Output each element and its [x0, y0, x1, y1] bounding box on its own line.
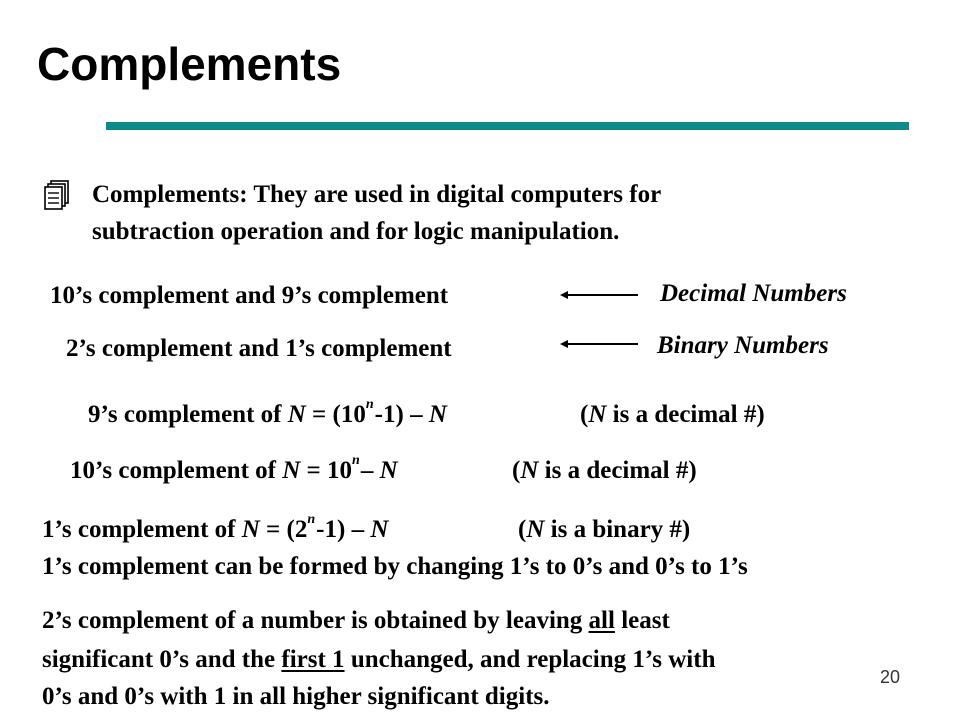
twos-complement-rule-line-3: 0’s and 0’s with 1 in all higher significant digits.: [42, 683, 550, 710]
twos-complement-rule-line-2: significant 0’s and the first 1 unchanged, and replacing 1’s with: [42, 646, 716, 673]
nines-complement-note: (N is a decimal #): [580, 401, 765, 428]
page-number: 20: [880, 667, 901, 687]
nines-complement-formula: 9’s complement of $N = (10^n-1) - N$: [88, 397, 447, 428]
arrow-left-icon: [560, 285, 640, 305]
arrow-left-icon: [560, 334, 640, 354]
title-divider: [106, 122, 909, 130]
notepad-icon: [44, 180, 70, 210]
ones-complement-rule: 1’s complement can be formed by changing 1’s to 0’s and 0’s to 1’s: [42, 553, 748, 580]
ones-complement-formula: 1’s complement of $N = (2^n-1) - N$: [42, 512, 389, 543]
twos-complement-rule-line-1: 2’s complement of a number is obtained by leaving all least: [42, 607, 670, 634]
binary-complements-label: 2’s complement and 1’s complement: [66, 335, 452, 362]
decimal-complements-label: 10’s complement and 9’s complement: [50, 282, 449, 309]
page-title: Complements: [37, 38, 342, 90]
tens-complement-formula: 10’s complement of $N = 10^n-$ N: [70, 453, 398, 484]
binary-numbers-label: Binary Numbers: [657, 332, 829, 359]
bullet-line-2: subtraction operation and for logic manipulation.: [92, 218, 620, 245]
decimal-numbers-label: Decimal Numbers: [660, 280, 847, 307]
ones-complement-note: (N is a binary #): [518, 516, 691, 543]
tens-complement-note: (N is a decimal #): [512, 457, 697, 484]
bullet-line-1: Complements: They are used in digital computers for: [92, 181, 662, 208]
